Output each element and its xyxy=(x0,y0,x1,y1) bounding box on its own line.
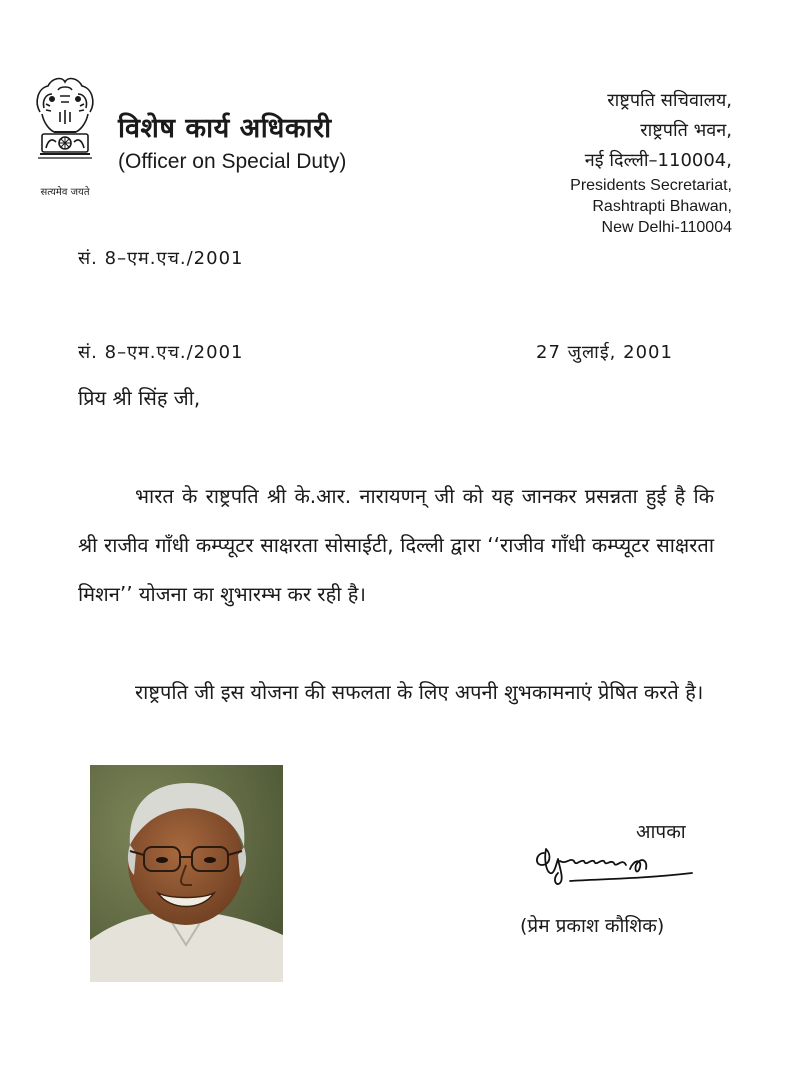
letter-date: 27 जुलाई, 2001 xyxy=(536,342,673,363)
portrait-photo xyxy=(90,765,283,982)
closing-text: आपका xyxy=(636,821,686,843)
address-line2-english: Rashtrapti Bhawan, xyxy=(592,198,732,215)
state-emblem xyxy=(22,72,108,206)
reference-number: सं. 8–एम.एच./2001 xyxy=(78,342,244,363)
state-emblem-icon xyxy=(30,72,100,182)
address-line1-english: Presidents Secretariat, xyxy=(570,177,732,194)
office-title-english: (Officer on Special Duty) xyxy=(118,150,347,173)
address-line3-english: New Delhi-110004 xyxy=(601,219,732,236)
paragraph-2: राष्ट्रपति जी इस योजना की सफलता के लिए अपनी शुभकामनाएं प्रेषित करते है। xyxy=(135,680,704,704)
address-line1-hindi: राष्ट्रपति सचिवालय, xyxy=(607,90,732,111)
handwritten-signature xyxy=(530,835,700,895)
reference-top: सं. 8–एम.एच./2001 xyxy=(78,248,244,269)
portrait-image xyxy=(90,765,283,982)
paragraph-1: भारत के राष्ट्रपति श्री के.आर. नारायणन् जी को यह जानकर प्रसन्नता हुई है कि श्री राजीव गाँधी कम्प्यूटर साक्षरता सोसाईटी, दिल्ली द्वारा ‘‘राजीव गाँधी कम्प्यूटर साक्षरता मिशन’’ योजना का शुभारम्भ कर रही है। xyxy=(78,484,714,606)
signer-name: (प्रेम प्रकाश कौशिक) xyxy=(520,915,665,937)
address-line3-hindi: नई दिल्ली–110004, xyxy=(584,150,732,171)
address-line2-hindi: राष्ट्रपति भवन, xyxy=(640,120,732,141)
salutation: प्रिय श्री सिंह जी, xyxy=(78,386,201,410)
office-title-hindi: विशेष कार्य अधिकारी xyxy=(118,113,332,144)
emblem-motto: सत्यमेव जयते xyxy=(40,187,90,198)
